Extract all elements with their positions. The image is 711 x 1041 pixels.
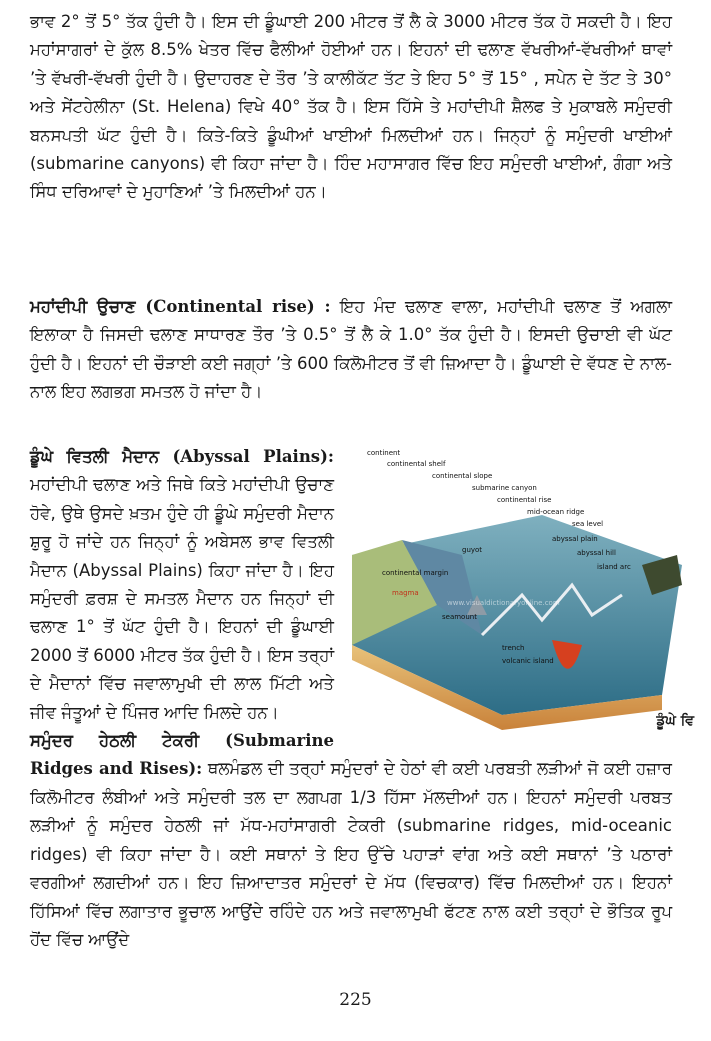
label-abyssal-plain: abyssal plain [552,535,598,543]
label-continental-shelf: continental shelf [387,460,446,468]
body-abyssal-plains: ਮਹਾਂਦੀਪੀ ਢਲਾਣ ਅਤੇ ਜਿਥੇ ਕਿਤੇ ਮਹਾਂਦੀਪੀ ਉਚਾਣ ਹੋਵੇ, ਉਥੇ ਉਸਦੇ ਖ਼ਤਮ ਹੁੰਦੇ ਹੀ ਡੂੰਘੇ ਸਮੁੰਦਰੀ ਮੈਦਾਨ ਸ਼ੁਰੂ ਹੋ ਜਾਂਦੇ ਹਨ ਜਿਨ੍ਹਾਂ ਨੂੰ ਅਬੇਸਲ ਭਾਵ ਵਿਤਲੀ ਮੈਦਾਨ (Abyssal Plains) ਕਿਹਾ ਜਾਂਦਾ ਹੈ। ਇਹ ਸਮੁੰਦਰੀ ਫ਼ਰਸ਼ ਦੇ ਸਮਤਲ ਮੈਦਾਨ ਹਨ ਜਿਨ੍ਹਾਂ ਦੀ ਢਲਾਣ 1° ਤੋਂ ਘੱਟ ਹੁੰਦੀ ਹੈ। ਇਹਨਾਂ ਦੀ ਡੂੰਘਾਈ 2000 ਤੋਂ 6000 ਮੀਟਰ ਤੱਕ ਹੁੰਦੀ ਹੈ। ਇਸ ਤਰ੍ਹਾਂ ਦੇ ਮੈਦਾਨਾਂ ਵਿੱਚ ਜਵਾਲਾਮੁਖੀ ਦੀ ਲਾਲ ਮਿੱਟੀ ਅਤੇ ਜੀਵ ਜੰਤੂਆਂ ਦੇ ਪਿੰਜਰ ਆਦਿ ਮਿਲਦੇ ਹਨ। [30,475,334,722]
label-submarine-canyon: submarine canyon [472,484,537,492]
page-number: 225 [339,990,372,1010]
figure-caption-partial: ਡੂੰਘੇ ਵਿ [656,713,694,729]
section-abyssal-and-ridges [30,443,694,954]
label-guyot: guyot [462,546,483,554]
label-sea-level: sea level [572,520,604,528]
label-magma: magma [392,589,419,597]
ocean-floor-figure [342,445,692,730]
label-continental-slope: continental slope [432,472,493,480]
label-continental-margin: continental margin [382,569,449,577]
label-seamount: seamount [442,613,477,621]
body-submarine-ridges: ਥਲਮੰਡਲ ਦੀ ਤਰ੍ਹਾਂ ਸਮੁੰਦਰਾਂ ਦੇ ਹੇਠਾਂ ਵੀ ਕਈ ਪਰਬਤੀ ਲੜੀਆਂ ਜੋ ਕਈ ਹਜ਼ਾਰ ਕਿਲੋਮੀਟਰ ਲੰਬੀਆਂ ਅਤੇ ਸਮੁੰਦਰੀ ਤਲ ਦਾ ਲਗਪਗ 1/3 ਹਿੱਸਾ ਮੱਲਦੀਆਂ ਹਨ। ਇਹਨਾਂ ਸਮੁੰਦਰੀ ਪਰਬਤ ਲੜੀਆਂ ਨੂੰ ਸਮੁੰਦਰ ਹੇਠਲੀ ਜਾਂ ਮੱਧ-ਮਹਾਂਸਾਗਰੀ ਟੇਕਰੀ (submarine ridges, mid-oceanic ridges) ਵੀ ਕਿਹਾ ਜਾਂਦਾ ਹੈ। ਕਈ ਸਥਾਨਾਂ ਤੇ ਇਹ ਉੱਚੇ ਪਹਾੜਾਂ ਵਾਂਗ ਅਤੇ ਕਈ ਸਥਾਨਾਂ ’ਤੇ ਪਠਾਰਾਂ ਵਰਗੀਆਂ ਲਗਦੀਆਂ ਹਨ। ਇਹ ਜ਼ਿਆਦਾਤਰ ਸਮੁੰਦਰਾਂ ਦੇ ਮੱਧ (ਵਿਚਕਾਰ) ਵਿੱਚ ਮਿਲਦੀਆਂ ਹਨ। ਇਹਨਾਂ ਹਿੱਸਿਆਂ ਵਿੱਚ ਲਗਾਤਾਰ ਭੂਚਾਲ ਆਉਂਦੇ ਰਹਿੰਦੇ ਹਨ ਅਤੇ ਜਵਾਲਾਮੁਖੀ ਫੱਟਣ ਨਾਲ ਕਈ ਤਰ੍ਹਾਂ ਦੇ ਭੌਤਿਕ ਰੂਪ ਹੋਂਦ ਵਿੱਚ ਆਉਂਦੇ [30,759,672,949]
label-mid-ocean-ridge: mid-ocean ridge [527,508,585,516]
heading-submarine-ridges: ਸਮੁੰਦਰ ਹੇਠਲੀ ਟੇਕਰੀ (Submarine Ridges and Rises): [30,731,334,779]
label-island-arc: island arc [597,563,631,571]
paragraph-continental-slope: ਭਾਵ 2° ਤੋਂ 5° ਤੱਕ ਹੁੰਦੀ ਹੈ। ਇਸ ਦੀ ਡੂੰਘਾਈ 200 ਮੀਟਰ ਤੋਂ ਲੈ ਕੇ 3000 ਮੀਟਰ ਤੱਕ ਹੋ ਸਕਦੀ ਹੈ। ਇਹ ਮਹਾਂਸਾਗਰਾਂ ਦੇ ਕੁੱਲ 8.5% ਖੇਤਰ ਵਿੱਚ ਫੈਲੀਆਂ ਹੋਈਆਂ ਹਨ। ਇਹਨਾਂ ਦੀ ਢਲਾਣ ਵੱਖਰੀਆਂ-ਵੱਖਰੀਆਂ ਥਾਵਾਂ ’ਤੇ ਵੱਖਰੀ-ਵੱਖਰੀ ਹੁੰਦੀ ਹੈ। ਉਦਾਹਰਣ ਦੇ ਤੌਰ ’ਤੇ ਕਾਲੀਕੱਟ ਤੱਟ ਤੇ ਇਹ 5° ਤੋਂ 15° , ਸਪੇਨ ਦੇ ਤੱਟ ਤੇ 30° ਅਤੇ ਸੇਂਟਹੇਲੀਨਾ (St. Helena) ਵਿਖੇ 40° ਤੱਕ ਹੈ। ਇਸ ਹਿੱਸੇ ਤੇ ਮਹਾਂਦੀਪੀ ਸ਼ੈਲਫ ਤੇ ਮੁਕਾਬਲੇ ਸਮੁੰਦਰੀ ਬਨਸਪਤੀ ਘੱਟ ਹੁੰਦੀ ਹੈ। ਕਿਤੇ-ਕਿਤੇ ਡੂੰਘੀਆਂ ਖਾਈਆਂ ਮਿਲਦੀਆਂ ਹਨ। ਜਿਨ੍ਹਾਂ ਨੂੰ ਸਮੁੰਦਰੀ ਖਾਈਆਂ (submarine canyons) ਵੀ ਕਿਹਾ ਜਾਂਦਾ ਹੈ। ਹਿੰਦ ਮਹਾਸਾਗਰ ਵਿੱਚ ਇਹ ਸਮੁੰਦਰੀ ਖਾਈਆਂ, ਗੰਗਾ ਅਤੇ ਸਿੰਧ ਦਰਿਆਵਾਂ ਦੇ ਮੁਹਾਣਿਆਂ ’ਤੇ ਮਿਲਦੀਆਂ ਹਨ। [30,12,672,202]
label-abyssal-hill: abyssal hill [577,549,616,557]
heading-abyssal-plains: ਡੂੰਘੇ ਵਿਤਲੀ ਮੈਦਾਨ (Abyssal Plains): [30,447,334,466]
label-trench: trench [502,644,525,652]
body-continental-rise: ਇਹ ਮੰਦ ਢਲਾਣ ਵਾਲਾ, ਮਹਾਂਦੀਪੀ ਢਲਾਣ ਤੋਂ ਅਗਲਾ ਇਲਾਕਾ ਹੈ ਜਿਸਦੀ ਢਲਾਣ ਸਾਧਾਰਣ ਤੌਰ ’ਤੇ 0.5° ਤੋਂ ਲੈ ਕੇ 1.0° ਤੱਕ ਹੁੰਦੀ ਹੈ। ਇਸਦੀ ਉਚਾਈ ਵੀ ਘੱਟ ਹੁੰਦੀ ਹੈ। ਇਹਨਾਂ ਦੀ ਚੌੜਾਈ ਕਈ ਜਗ੍ਹਾਂ ’ਤੇ 600 ਕਿਲੋਮੀਟਰ ਤੋਂ ਵੀ ਜ਼ਿਆਦਾ ਹੈ। ਡੂੰਘਾਈ ਦੇ ਵੱਧਣ ਦੇ ਨਾਲ-ਨਾਲ ਇਹ ਲਗਭਗ ਸਮਤਲ ਹੋ ਜਾਂਦਾ ਹੈ। [30,297,672,402]
ocean-floor-diagram [342,445,692,730]
label-continent: continent [367,449,401,457]
label-continental-rise: continental rise [497,496,552,504]
label-volcanic-island: volcanic island [502,657,554,665]
heading-continental-rise: ਮਹਾਂਦੀਪੀ ਉਚਾਣ (Continental rise) : [30,297,331,316]
paragraph-continental-rise [30,293,672,407]
diagram-watermark: www.visualdictionaryonline.com [447,599,560,607]
